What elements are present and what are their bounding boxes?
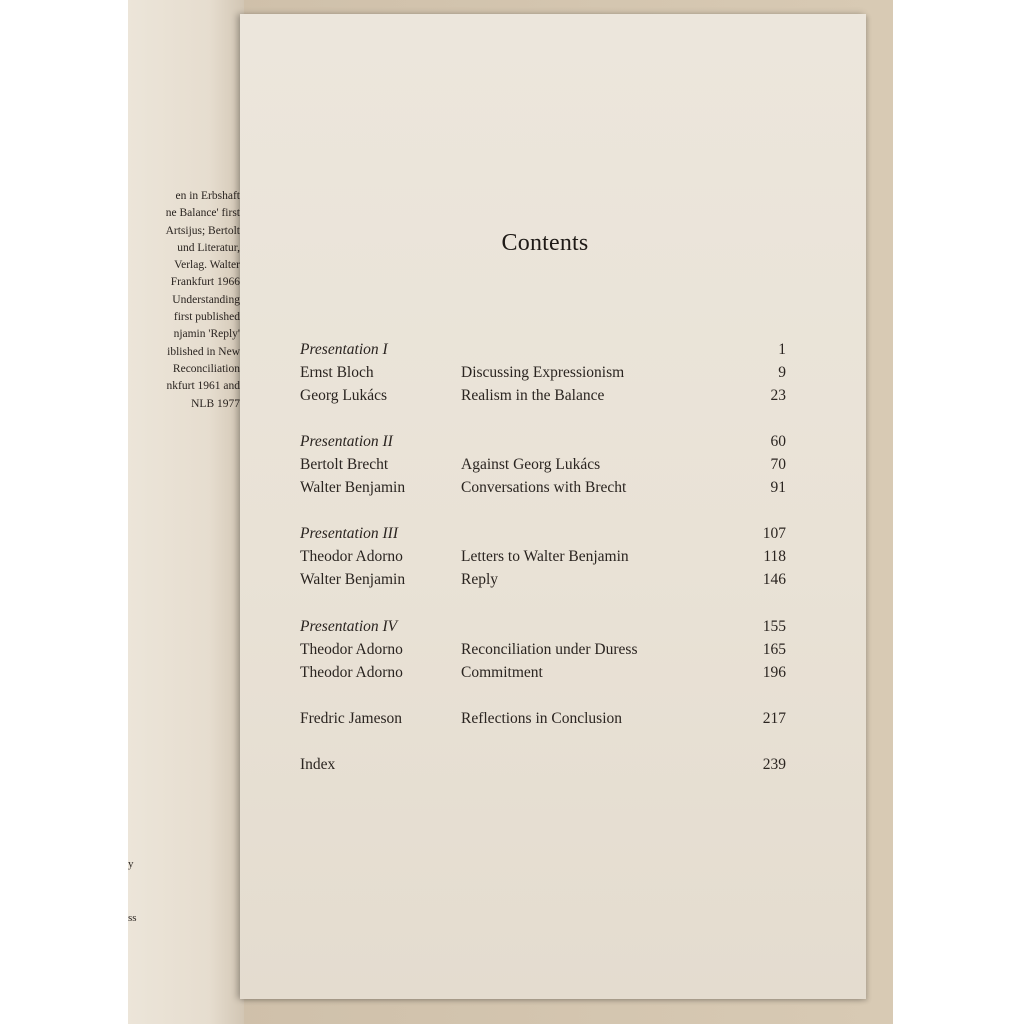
toc-page-number: 217	[762, 710, 786, 727]
toc-page-number: 1	[778, 341, 786, 358]
credit-line: iblished in New	[167, 345, 240, 358]
text-fragment: y	[128, 858, 134, 870]
toc-section-label: Presentation III	[300, 525, 398, 542]
toc-author: Walter Benjamin	[300, 479, 406, 496]
credit-line: en in Erbshaft	[175, 190, 240, 202]
toc-page-number: 91	[770, 479, 786, 496]
toc-title: Realism in the Balance	[461, 387, 605, 404]
credit-line: Artsijus; Bertolt	[165, 224, 240, 237]
toc-title: Conversations with Brecht	[461, 479, 627, 496]
toc-author: Bertolt Brecht	[300, 456, 389, 473]
toc-entry	[300, 710, 786, 734]
toc-entry	[300, 548, 786, 572]
toc-page-number: 107	[762, 525, 786, 542]
toc-entry	[300, 364, 786, 388]
credit-line: nkfurt 1961 and	[166, 380, 240, 393]
toc-entry	[300, 525, 786, 549]
toc-page-number: 118	[763, 548, 786, 565]
toc-page-number: 165	[762, 641, 786, 658]
toc-title: Reflections in Conclusion	[461, 710, 623, 727]
toc-page-number: 155	[762, 618, 786, 635]
toc-page-number: 196	[762, 664, 786, 681]
credit-line: first published	[173, 311, 240, 324]
credit-line: ne Balance' first	[165, 207, 240, 220]
toc-title: Discussing Expressionism	[461, 364, 625, 381]
toc-author: Fredric Jameson	[300, 710, 403, 727]
text-fragment: ss	[128, 912, 137, 924]
toc-title: Reply	[461, 571, 499, 588]
toc-author: Theodor Adorno	[300, 664, 403, 681]
toc-entry	[300, 456, 786, 480]
toc-author: Walter Benjamin	[300, 571, 406, 588]
toc-author: Ernst Bloch	[300, 364, 374, 381]
toc-section-label: Presentation IV	[300, 618, 398, 635]
credit-line: Frankfurt 1966	[170, 276, 240, 289]
toc-page-number: 23	[770, 387, 786, 404]
toc-author: Georg Lukács	[300, 387, 388, 404]
credit-line: und Literatur,	[177, 241, 240, 254]
toc-page-number: 239	[762, 756, 786, 773]
toc-title: Commitment	[461, 664, 543, 681]
toc-section-label: Presentation II	[300, 433, 393, 450]
toc-index-label: Index	[300, 756, 336, 773]
toc-page-number: 9	[778, 364, 786, 381]
credit-line: NLB 1977	[191, 397, 240, 410]
toc-author: Theodor Adorno	[300, 548, 403, 565]
toc-entry	[300, 664, 786, 688]
toc-author: Theodor Adorno	[300, 641, 403, 658]
toc-entry	[300, 618, 786, 642]
toc-title: Letters to Walter Benjamin	[461, 548, 629, 565]
toc-entry	[300, 756, 786, 780]
toc-title: Reconciliation under Duress	[461, 641, 638, 658]
toc-page-number: 60	[770, 433, 786, 450]
credit-line: Understanding	[172, 293, 240, 306]
copyright-credits	[128, 188, 240, 413]
credit-line: njamin 'Reply'	[173, 328, 240, 341]
contents-title: Contents	[501, 230, 589, 256]
background-right	[893, 0, 1024, 1024]
credit-line: Reconciliation	[172, 362, 240, 375]
toc-page-number: 146	[762, 571, 786, 588]
left-page	[128, 0, 244, 1024]
toc-entry	[300, 433, 786, 457]
toc-entry	[300, 479, 786, 503]
toc-page-number: 70	[770, 456, 786, 473]
toc-entry	[300, 641, 786, 665]
toc-entry	[300, 341, 786, 365]
credit-line: Verlag. Walter	[174, 259, 240, 272]
toc-section-label: Presentation I	[300, 341, 388, 358]
toc-entry	[300, 387, 786, 411]
background-left	[0, 0, 130, 1024]
toc-entry	[300, 571, 786, 595]
toc-title: Against Georg Lukács	[461, 456, 601, 473]
contents-page	[240, 14, 866, 999]
